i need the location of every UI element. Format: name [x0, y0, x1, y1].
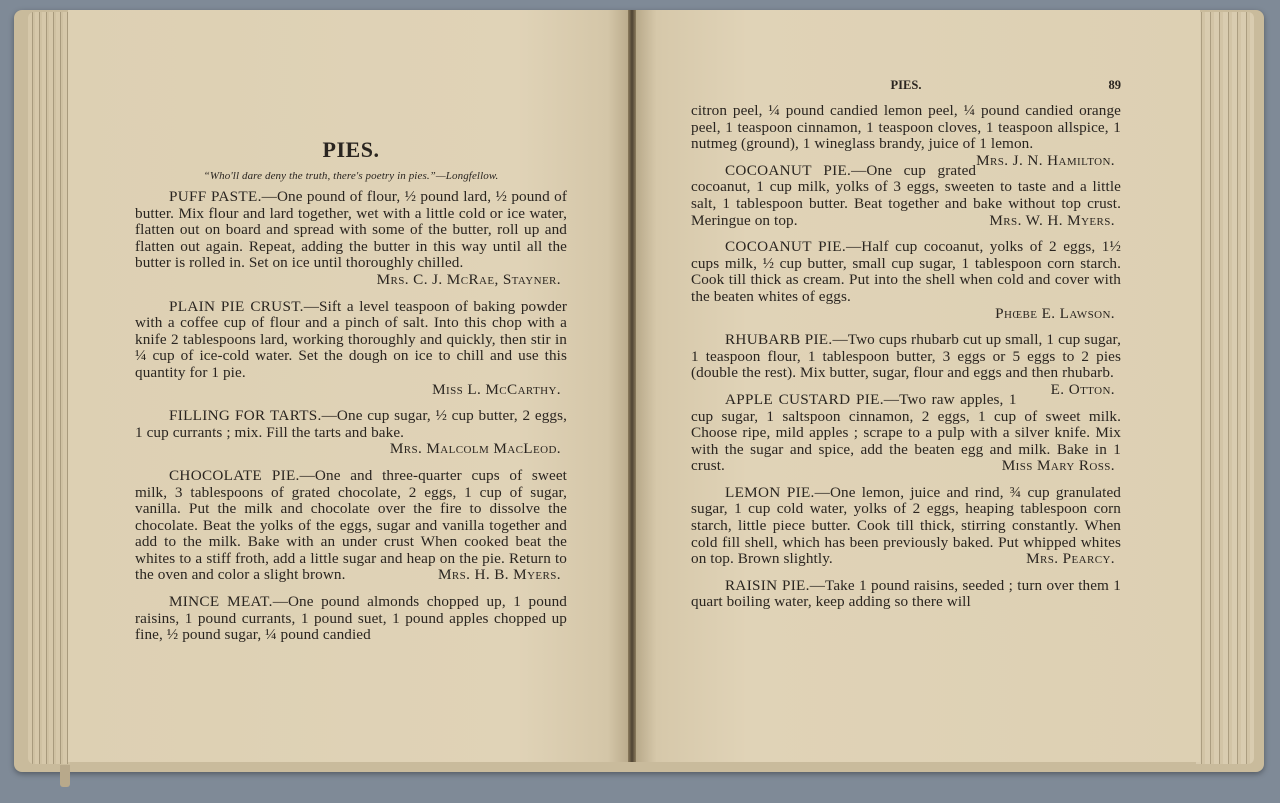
recipe-body: —One and three-quarter cups of sweet milk, 3 tablespoons of grated chocolate, 2 eggs, 1 cup of sugar, vanilla. Put the milk and chocolate over the fire to dissolve the chocolate. Beat the yolks of the eggs, sugar and vanilla together and add to the milk. Bake with an under crust When cooked beat the whites to a stiff froth, add a little sugar and heap on the pie. Return to the oven and color a slight brown.	[135, 466, 567, 584]
recipe-mince-meat-continued	[691, 102, 1121, 169]
recipe-attribution: Phœbe E. Lawson.	[995, 304, 1115, 322]
recipe-attribution: Mrs. W. H. Myers.	[989, 211, 1115, 229]
recipe-attribution: Mrs. J. N. Hamilton.	[976, 151, 1115, 169]
recipe-attribution: Mrs. C. J. McRae, Stayner.	[376, 270, 561, 288]
recipe-body: citron peel, ¼ pound candied lemon peel, ¼ pound candied orange peel, 1 teaspoon cinnamon, 1 teaspoon cloves, 1 teaspoon allspice, 1 nutmeg (ground), 1 wineglass brandy, juice of 1 lemon.	[691, 102, 1121, 153]
recipe-cocoanut-pie-2	[691, 239, 1121, 322]
page-edges-right	[1196, 12, 1254, 764]
recipe-body: —Two cups rhubarb cut up small, 1 cup sugar, 1 teaspoon flour, 1 tablespoon butter, 3 eggs or 5 eggs to 2 pies (double the rest). Mix butter, sugar, flour and eggs and then rhubarb.	[691, 331, 1121, 382]
recipe-filling-for-tarts	[135, 408, 567, 458]
recipe-name: PUFF PASTE.	[169, 188, 262, 205]
recipe-body: —Take 1 pound raisins, seeded ; turn over them 1 quart boiling water, keep adding so there will	[691, 576, 1121, 611]
recipe-body: —One pound almonds chopped up, 1 pound raisins, 1 pound currants, 1 pound suet, 1 pound apples chopped up fine, ½ pound sugar, ¼ pound candied	[135, 593, 567, 644]
recipe-body: —Two raw apples, 1 cup sugar, 1 saltspoon cinnamon, 2 eggs, 1 cup of sweet milk. Choose ripe, mild apples ; scrape to a pulp with a silver knife. Mix with the sugar and spice, add the beaten egg and milk. Bake in 1 crust.	[691, 390, 1121, 475]
running-head-title: PIES.	[890, 78, 922, 92]
recipe-attribution: Miss Mary Ross.	[1001, 457, 1115, 475]
recipe-name: FILLING FOR TARTS.	[169, 407, 322, 425]
recipe-apple-custard-pie	[691, 392, 1121, 475]
recipe-mince-meat	[135, 594, 567, 644]
page-edges-left	[28, 12, 70, 764]
recipe-name: COCOANUT PIE.	[725, 238, 846, 256]
recipe-attribution: Mrs. Malcolm MacLeod.	[389, 440, 561, 458]
page-title: PIES.	[322, 137, 380, 162]
recipe-body: —One cup grated cocoanut, 1 cup milk, yolks of 3 eggs, sweeten to taste and a little salt, 1 tablespoon butter. Beat together and bake without top crust. Meringue on top.	[691, 161, 1121, 229]
recipe-plain-pie-crust	[135, 299, 567, 399]
recipe-lemon-pie	[691, 485, 1121, 568]
recipe-raisin-pie	[691, 578, 1121, 611]
recipe-name: CHOCOLATE PIE.	[169, 466, 300, 484]
recipe-chocolate-pie	[135, 468, 567, 584]
recipe-cocoanut-pie-1	[691, 163, 1121, 229]
page-number: 89	[1108, 78, 1121, 92]
recipe-name: LEMON PIE.	[725, 483, 815, 501]
recipe-name: RAISIN PIE.	[725, 576, 810, 594]
recipe-body: —One pound of flour, ½ pound lard, ½ pound of butter. Mix flour and lard together, wet with a little cold or ice water, flatten out on board and spread with some of the butter, roll up and flatten out again. Repeat, adding the butter in this way until all the butter is rolled in. Set on ice until thoroughly chilled.	[135, 188, 567, 272]
book-gutter	[628, 10, 636, 762]
recipe-body: —Sift a level teaspoon of baking powder with a coffee cup of flour and a pinch of salt. Into this chop with a knife 2 tablespoons lard, working thoroughly and quickly, then stir in ¼ cup of ice-cold water. Set the dough on ice to chill and use this quantity for 1 pie.	[135, 297, 568, 381]
recipe-name: APPLE CUSTARD PIE.	[725, 390, 884, 408]
recipe-attribution: Miss L. McCarthy.	[432, 380, 561, 398]
recipe-attribution: Mrs. Pearcy.	[1026, 550, 1115, 568]
recipe-name: COCOANUT PIE.	[725, 161, 852, 179]
right-page-text	[691, 103, 1121, 621]
epigraph: “Who'll dare deny the truth, there's poetry in pies.”—Longfellow.	[203, 170, 499, 182]
recipe-body: —Half cup cocoanut, yolks of 2 eggs, 1½ cups milk, ½ cup butter, small cup sugar, 1 tablespoon corn starch. Cook till thick as cream. Put into the shell when cold and cover with the beaten whites of eggs.	[691, 238, 1121, 305]
bookmark-ribbon	[60, 765, 70, 787]
left-page-text	[135, 137, 567, 654]
recipe-puff-paste	[135, 189, 567, 289]
recipe-name: MINCE MEAT.	[169, 593, 273, 611]
recipe-rhubarb-pie	[691, 331, 1121, 398]
recipe-name: PLAIN PIE CRUST.	[169, 297, 304, 315]
recipe-body: —One cup sugar, ½ cup butter, 2 eggs, 1 cup currants ; mix. Fill the tarts and bake.	[135, 407, 567, 441]
recipe-attribution: Mrs. H. B. Myers.	[437, 566, 561, 584]
recipe-name: RHUBARB PIE.	[725, 331, 833, 349]
recipe-attribution: E. Otton.	[1050, 380, 1115, 398]
recipe-body: —One lemon, juice and rind, ¾ cup granulated sugar, 1 cup cold water, yolks of 2 eggs, heaping tablespoon corn starch, little piece butter. Cook till thick, stirring constantly. When cold fill shell, which has been previously baked. Put whipped whites on top. Brown slightly.	[691, 483, 1121, 568]
